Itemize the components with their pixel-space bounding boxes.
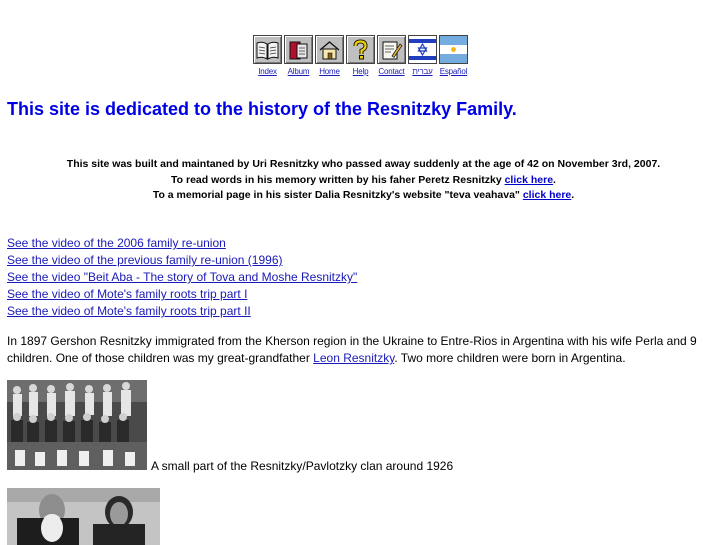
nav-contact[interactable] — [376, 35, 407, 76]
nav-index[interactable] — [252, 35, 283, 76]
video-link-2006-reunion[interactable]: See the video of the 2006 family re-union — [7, 236, 226, 250]
house-icon — [315, 35, 344, 64]
nav-help-label: Help — [352, 67, 369, 76]
nav-spanish[interactable] — [438, 35, 469, 76]
letter-icon — [377, 35, 406, 64]
nav-index-label: Index — [258, 67, 277, 76]
leon-resnitzky-link[interactable]: Leon Resnitzky — [313, 351, 395, 365]
video-link-beit-aba[interactable]: See the video "Beit Aba - The story of Tova and Moshe Resnitzky" — [7, 270, 358, 284]
page-title: This site is dedicated to the history of the Resnitzky Family. — [7, 99, 517, 119]
memorial-line-2 — [0, 173, 727, 189]
intro-text-after: . Two more children were born in Argentina. — [394, 351, 626, 365]
argentina-flag-icon — [439, 35, 468, 64]
clan-photo-1926 — [7, 380, 147, 470]
nav-album[interactable] — [283, 35, 314, 76]
nav-album-label: Album — [287, 67, 310, 76]
clan-photo-caption: A small part of the Resnitzky/Pavlotzky clan around 1926 — [151, 459, 454, 473]
nav-home-label: Home — [319, 67, 340, 76]
intro-text-before: In 1897 Gershon Resnitzky immigrated from the Kherson region in the Ukraine to Entre-Rios in Argentina with his wife Perla and 9 children. One of those children was my great-grandfather — [7, 334, 697, 365]
memorial-line-3-period: . — [571, 189, 575, 201]
video-link-roots-trip-1[interactable]: See the video of Mote's family roots trip part I — [7, 287, 248, 301]
nav-spanish-label: Español — [439, 67, 468, 76]
memorial-line-2-text: To read words in his memory written by his faher Peretz Resnitzky — [171, 173, 505, 186]
nav-bar — [252, 35, 469, 76]
memorial-line-3 — [0, 188, 727, 204]
question-icon — [346, 35, 375, 64]
memorial-line-3-text: To a memorial page in his sister Dalia Resnitzky's website "teva veahava" — [152, 189, 523, 201]
memorial-page-link[interactable]: click here — [522, 189, 572, 201]
book-icon — [253, 35, 282, 64]
video-link-roots-trip-2[interactable]: See the video of Mote's family roots trip part II — [7, 304, 251, 318]
israel-flag-icon — [408, 35, 437, 64]
video-link-1996-reunion[interactable]: See the video of the previous family re-union (1996) — [7, 253, 283, 267]
nav-contact-label: Contact — [378, 67, 405, 76]
memorial-line-2-period: . — [553, 173, 556, 186]
nav-home[interactable] — [314, 35, 345, 76]
nav-help[interactable] — [345, 35, 376, 76]
ancestor-portrait-photo — [7, 488, 160, 545]
memorial-notice — [0, 157, 727, 204]
intro-paragraph — [7, 333, 723, 367]
nav-hebrew[interactable] — [407, 35, 438, 76]
memorial-line-1: This site was built and maintaned by Uri Resnitzky who passed away suddenly at the age of 42 on November 3rd, 2007. — [66, 158, 661, 170]
album-icon — [284, 35, 313, 64]
memorial-words-link[interactable]: click here — [504, 173, 554, 186]
video-links — [7, 235, 357, 320]
nav-hebrew-label: עברית — [412, 67, 433, 76]
